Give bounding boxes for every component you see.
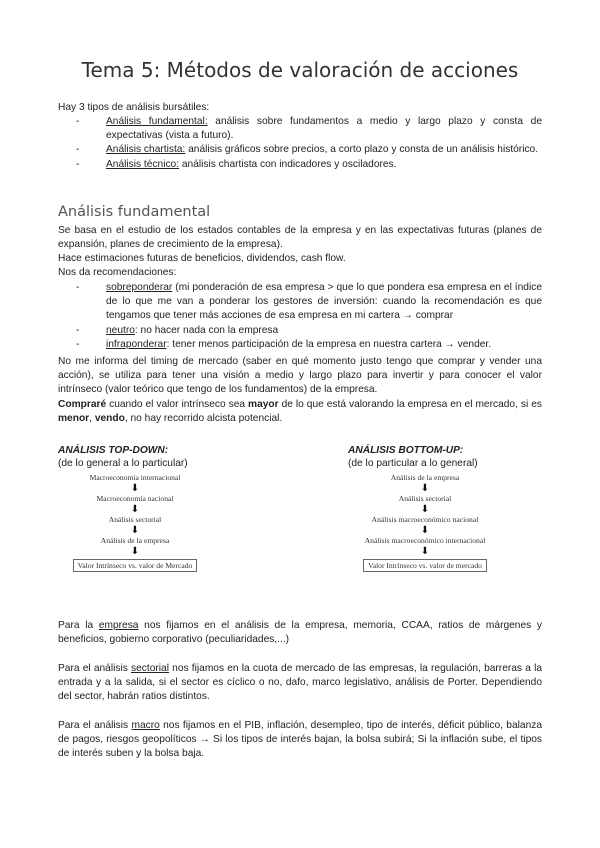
- topdown-flow: [60, 473, 210, 572]
- flow-step: Análisis de la empresa: [100, 536, 170, 545]
- flow-result: Valor Intrínseco vs. valor de mercado: [363, 559, 487, 572]
- arrow-down-icon: ⬇: [420, 483, 430, 494]
- arrow-down-icon: ⬇: [420, 504, 430, 515]
- section-heading: Análisis fundamental: [58, 204, 211, 220]
- analysis-types-list: [58, 115, 542, 172]
- paragraph: Se basa en el estudio de los estados contables de la empresa y en las expectativas futuras (planes de expansión, planes de crecimiento de la empresa).: [58, 225, 542, 251]
- flow-step: Análisis de la empresa: [390, 473, 460, 482]
- bottomup-heading: ANÁLISIS BOTTOM-UP: (de lo particular a lo general): [348, 445, 478, 469]
- arrow-down-icon: ⬇: [420, 546, 430, 557]
- term: neutro: [106, 324, 135, 336]
- term: Análisis chartista:: [106, 144, 186, 156]
- list-item: - Análisis chartista: análisis gráficos sobre precios, a corto plazo y consta de un análisis histórico.: [76, 144, 539, 156]
- paragraph: Compraré cuando el valor intrínseco sea mayor de lo que está valorando la empresa en el mercado, si es menor, vendo, no hay recorrido alcista potencial.: [58, 399, 542, 425]
- flow-step: Análisis macroeconómico nacional: [371, 515, 479, 524]
- paragraph-macro: Para el análisis macro nos fijamos en el PIB, inflación, desempleo, tipo de interés, déficit público, balanza de pagos, riesgos geopolíticos → Si los tipos de interés bajan, la bolsa subirá; Si la inflación sube, el tipos de interés suben y la bolsa baja.: [58, 720, 542, 760]
- page-title: Tema 5: Métodos de valoración de acciones: [81, 58, 519, 82]
- bottomup-flow: [345, 473, 505, 572]
- paragraph-empresa: Para la empresa nos fijamos en el análisis de la empresa, memoria, CCAA, ratios de márgenes y beneficios, gobierno corporativo (peculiaridades,...): [58, 620, 542, 646]
- flow-step: Análisis sectorial: [398, 494, 452, 503]
- list-item: - sobreponderar (mi ponderación de esa empresa > que lo que pondera esa empresa en el índice de lo que me van a ponderar los gestores de inversión: cuando la recomendación es que tengamos que tener más acciones de esa empresa en mi cartera → comprar: [76, 282, 542, 322]
- arrow-down-icon: ⬇: [130, 525, 140, 536]
- flow-step: Macroeconomía nacional: [96, 494, 174, 503]
- paragraph: Hace estimaciones futuras de beneficios, dividendos, cash flow.: [58, 253, 346, 264]
- flow-step: Macroeconomía internacional: [89, 473, 181, 482]
- term: infraponderar: [106, 338, 167, 350]
- term: sobreponderar: [106, 282, 173, 293]
- arrow-down-icon: ⬇: [130, 546, 140, 557]
- flow-result: Valor Intrínseco vs. valor de Mercado: [73, 559, 198, 572]
- flow-step: Análisis macroeconómico internacional: [364, 536, 486, 545]
- recommendations-list: [58, 281, 542, 352]
- list-item: - Análisis fundamental: análisis sobre fundamentos a medio y largo plazo y consta de expectativas (vista a futuro).: [76, 116, 543, 142]
- term: Análisis técnico:: [106, 158, 180, 170]
- intro-lead: Hay 3 tipos de análisis bursátiles:: [58, 102, 210, 113]
- list-item: - Análisis técnico: análisis chartista con indicadores y osciladores.: [76, 158, 397, 170]
- arrow-down-icon: ⬇: [130, 504, 140, 515]
- paragraph: No me informa del timing de mercado (saber en qué momento justo tengo que comprar y vender una acción), se utiliza para tener una visión a medio y largo plazo para invertir y para conocer el valor intrínseco (valor teórico que tengo de los fundamentos) de la empresa.: [58, 356, 542, 396]
- paragraph-sectorial: Para el análisis sectorial nos fijamos en la cuota de mercado de las empresas, la regulación, barreras a la entrada y a la salida, si el sector es cíclico o no, dafo, marco legislativo, análisis de Porter. Dependiendo del sector, habrán ratios distintos.: [58, 663, 543, 703]
- topdown-heading: ANÁLISIS TOP-DOWN: (de lo general a lo particular): [58, 445, 188, 469]
- flow-step: Análisis sectorial: [108, 515, 162, 524]
- list-item: - neutro: no hacer nada con la empresa: [76, 324, 279, 336]
- term: Análisis fundamental:: [106, 116, 208, 127]
- arrow-down-icon: ⬇: [420, 525, 430, 536]
- arrow-down-icon: ⬇: [130, 483, 140, 494]
- list-item: - infraponderar: tener menos participación de la empresa en nuestra cartera → vender.: [76, 338, 492, 350]
- paragraph: Nos da recomendaciones:: [58, 267, 177, 278]
